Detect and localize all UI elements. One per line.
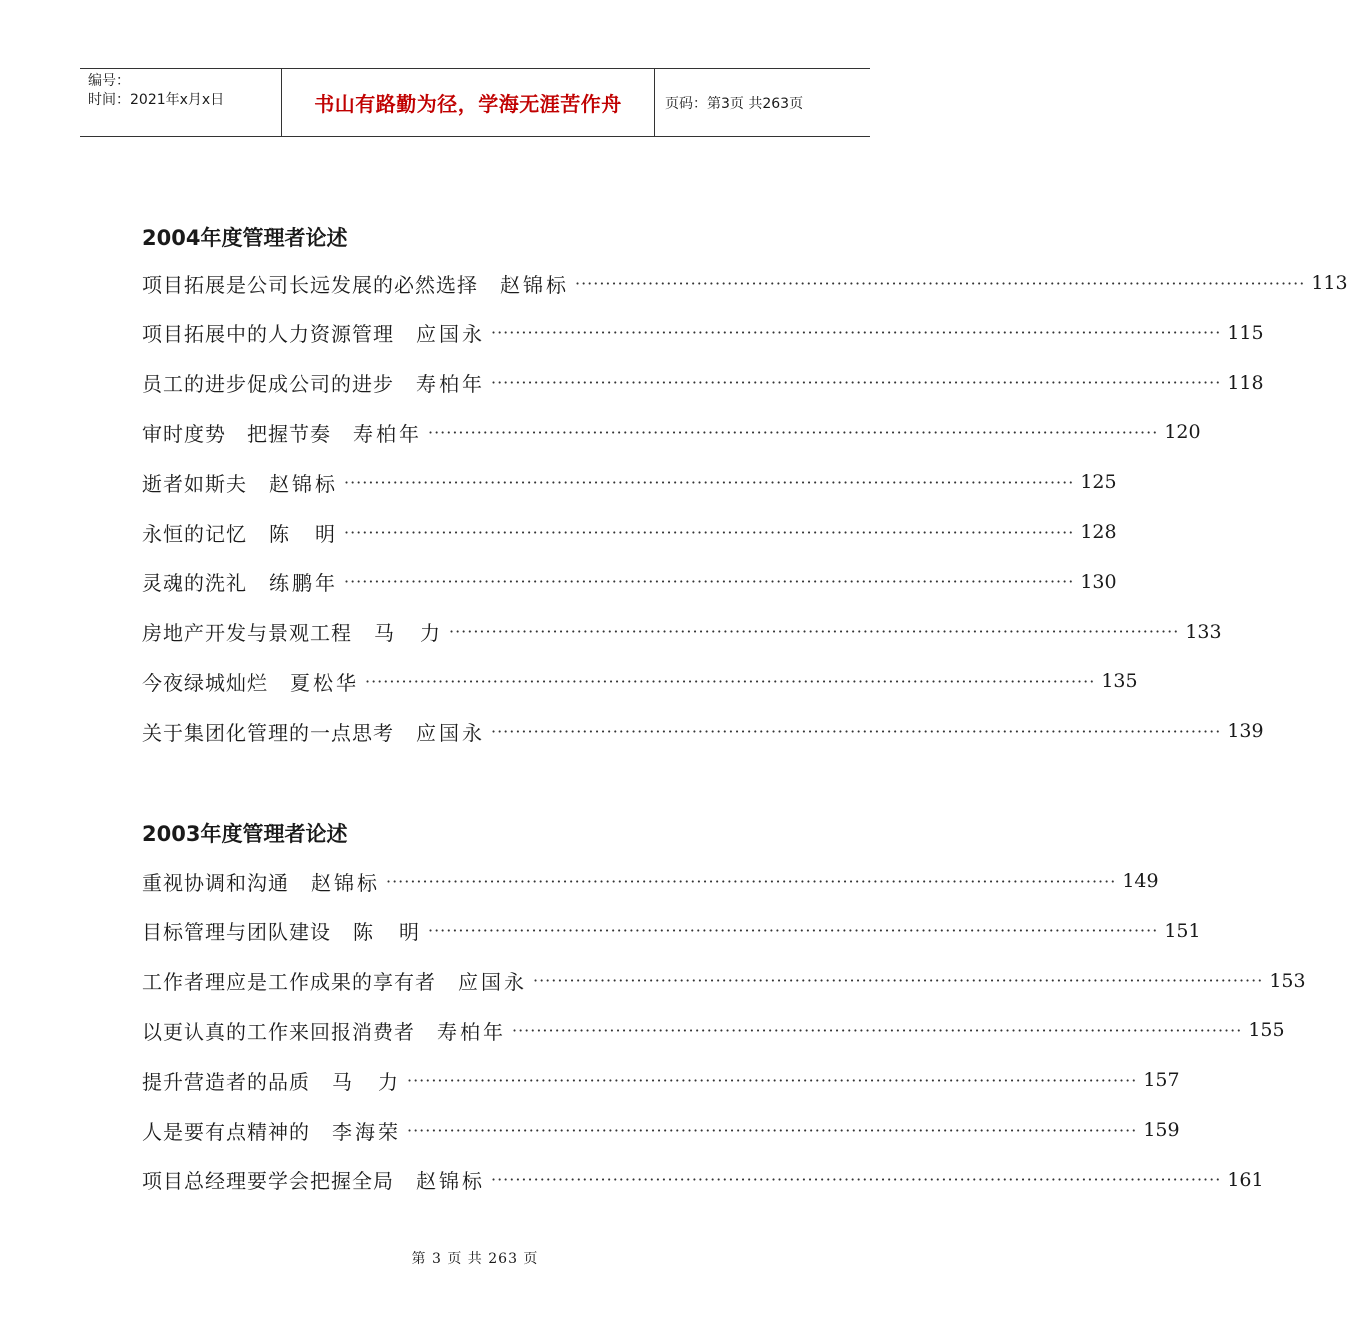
entry-title: 审时度势 把握节奏 — [142, 421, 331, 446]
toc-entry[interactable] — [142, 318, 1264, 348]
entry-author: 寿柏年 — [437, 1019, 506, 1044]
entry-title: 工作者理应是工作成果的享有者 — [142, 970, 436, 995]
page-footer: 第 3 页 共 263 页 — [411, 1251, 539, 1267]
entry-author: 应国永 — [416, 322, 485, 347]
dot-leader: ························································································································ — [407, 1120, 1138, 1140]
entry-author: 陈 明 — [353, 920, 422, 945]
dot-leader: ························································································································ — [575, 273, 1306, 293]
entry-title: 逝者如斯夫 — [142, 471, 247, 496]
entry-title: 重视协调和沟通 — [142, 870, 289, 895]
entry-title: 目标管理与团队建设 — [142, 920, 331, 945]
header-page-info: 页码：第3页 共263页 — [665, 95, 804, 112]
entry-page-number: 128 — [1080, 521, 1117, 543]
entry-author: 寿柏年 — [353, 421, 422, 446]
entry-title: 以更认真的工作来回报消费者 — [142, 1019, 415, 1044]
entry-page-number: 120 — [1164, 421, 1201, 444]
entry-page-number: 139 — [1227, 720, 1264, 743]
entry-author: 夏松华 — [290, 670, 359, 695]
entry-page-number: 125 — [1080, 471, 1117, 494]
dot-leader: ························································································································ — [491, 373, 1222, 393]
entry-title: 人是要有点精神的 — [142, 1119, 310, 1144]
header-motto: 书山有路勤为径，学海无涯苦作舟 — [282, 69, 655, 136]
toc-entry[interactable] — [142, 567, 1117, 597]
header-meta — [80, 69, 282, 136]
entry-author: 赵锦标 — [416, 1169, 485, 1194]
dot-leader: ························································································································ — [344, 472, 1075, 492]
entry-page-number: 157 — [1143, 1069, 1180, 1092]
section-title: 2004年度管理者论述 — [142, 226, 348, 250]
entry-author: 练鹏年 — [269, 571, 338, 596]
entry-author: 陈 明 — [269, 521, 338, 546]
entry-title: 项目拓展是公司长远发展的必然选择 — [142, 272, 478, 297]
toc-entry[interactable] — [142, 916, 1201, 946]
entry-title: 项目拓展中的人力资源管理 — [142, 322, 394, 347]
entry-author: 应国永 — [458, 970, 527, 995]
toc-entry[interactable] — [142, 467, 1117, 497]
section-title: 2003年度管理者论述 — [142, 822, 348, 846]
entry-author: 马 力 — [374, 621, 443, 646]
toc-entry[interactable] — [142, 716, 1264, 746]
toc-entry[interactable] — [142, 866, 1159, 896]
entry-title: 永恒的记忆 — [142, 521, 247, 546]
entry-page-number: 149 — [1122, 870, 1159, 892]
entry-page-number: 115 — [1227, 321, 1264, 344]
entry-page-number: 113 — [1311, 272, 1348, 294]
dot-leader: ························································································································ — [344, 522, 1075, 542]
dot-leader: ························································································································ — [365, 671, 1096, 691]
entry-page-number: 130 — [1080, 570, 1117, 593]
entry-page-number: 161 — [1227, 1168, 1264, 1191]
entry-author: 应国永 — [416, 720, 485, 745]
entry-title: 员工的进步促成公司的进步 — [142, 372, 394, 397]
entry-title: 提升营造者的品质 — [142, 1069, 310, 1094]
dot-leader: ························································································································ — [344, 572, 1075, 592]
toc-entry[interactable] — [142, 1165, 1264, 1195]
entry-author: 李海荣 — [332, 1119, 401, 1144]
entry-page-number: 118 — [1227, 371, 1264, 394]
entry-title: 灵魂的洗礼 — [142, 571, 247, 596]
dot-leader: ························································································································ — [428, 921, 1159, 941]
toc-entry[interactable] — [142, 517, 1117, 547]
toc-entry[interactable] — [142, 666, 1138, 696]
entry-page-number: 159 — [1143, 1119, 1180, 1141]
entry-title: 今夜绿城灿烂 — [142, 670, 268, 695]
entry-title: 房地产开发与景观工程 — [142, 621, 352, 646]
number-label: 编号： — [88, 73, 130, 89]
toc-entry[interactable] — [142, 966, 1306, 996]
entry-title: 项目总经理要学会把握全局 — [142, 1169, 394, 1194]
dot-leader: ························································································································ — [407, 1070, 1138, 1090]
entry-author: 赵锦标 — [500, 272, 569, 297]
toc-entry[interactable] — [142, 1115, 1180, 1145]
entry-author: 赵锦标 — [311, 870, 380, 895]
time-label: 时间：2021年x月x日 — [88, 92, 225, 108]
dot-leader: ························································································································ — [386, 871, 1117, 891]
entry-author: 寿柏年 — [416, 372, 485, 397]
entry-title: 关于集团化管理的一点思考 — [142, 720, 394, 745]
dot-leader: ························································································································ — [533, 971, 1264, 991]
entry-page-number: 155 — [1248, 1019, 1285, 1042]
dot-leader: ························································································································ — [491, 721, 1222, 741]
entry-author: 赵锦标 — [269, 471, 338, 496]
entry-page-number: 153 — [1269, 969, 1306, 992]
entry-page-number: 133 — [1185, 620, 1222, 643]
toc-entry[interactable] — [142, 417, 1201, 447]
dot-leader: ························································································································ — [512, 1020, 1243, 1040]
dot-leader: ························································································································ — [449, 622, 1180, 642]
toc-entry[interactable] — [142, 617, 1222, 647]
toc-entry[interactable] — [142, 268, 1348, 298]
entry-page-number: 151 — [1164, 919, 1201, 942]
dot-leader: ························································································································ — [428, 422, 1159, 442]
toc-entry[interactable] — [142, 368, 1264, 398]
toc-entry[interactable] — [142, 1015, 1285, 1045]
page-header — [80, 68, 870, 137]
entry-author: 马 力 — [332, 1069, 401, 1094]
dot-leader: ························································································································ — [491, 1170, 1222, 1190]
toc-entry[interactable] — [142, 1065, 1180, 1095]
entry-page-number: 135 — [1101, 670, 1138, 693]
dot-leader: ························································································································ — [491, 323, 1222, 343]
